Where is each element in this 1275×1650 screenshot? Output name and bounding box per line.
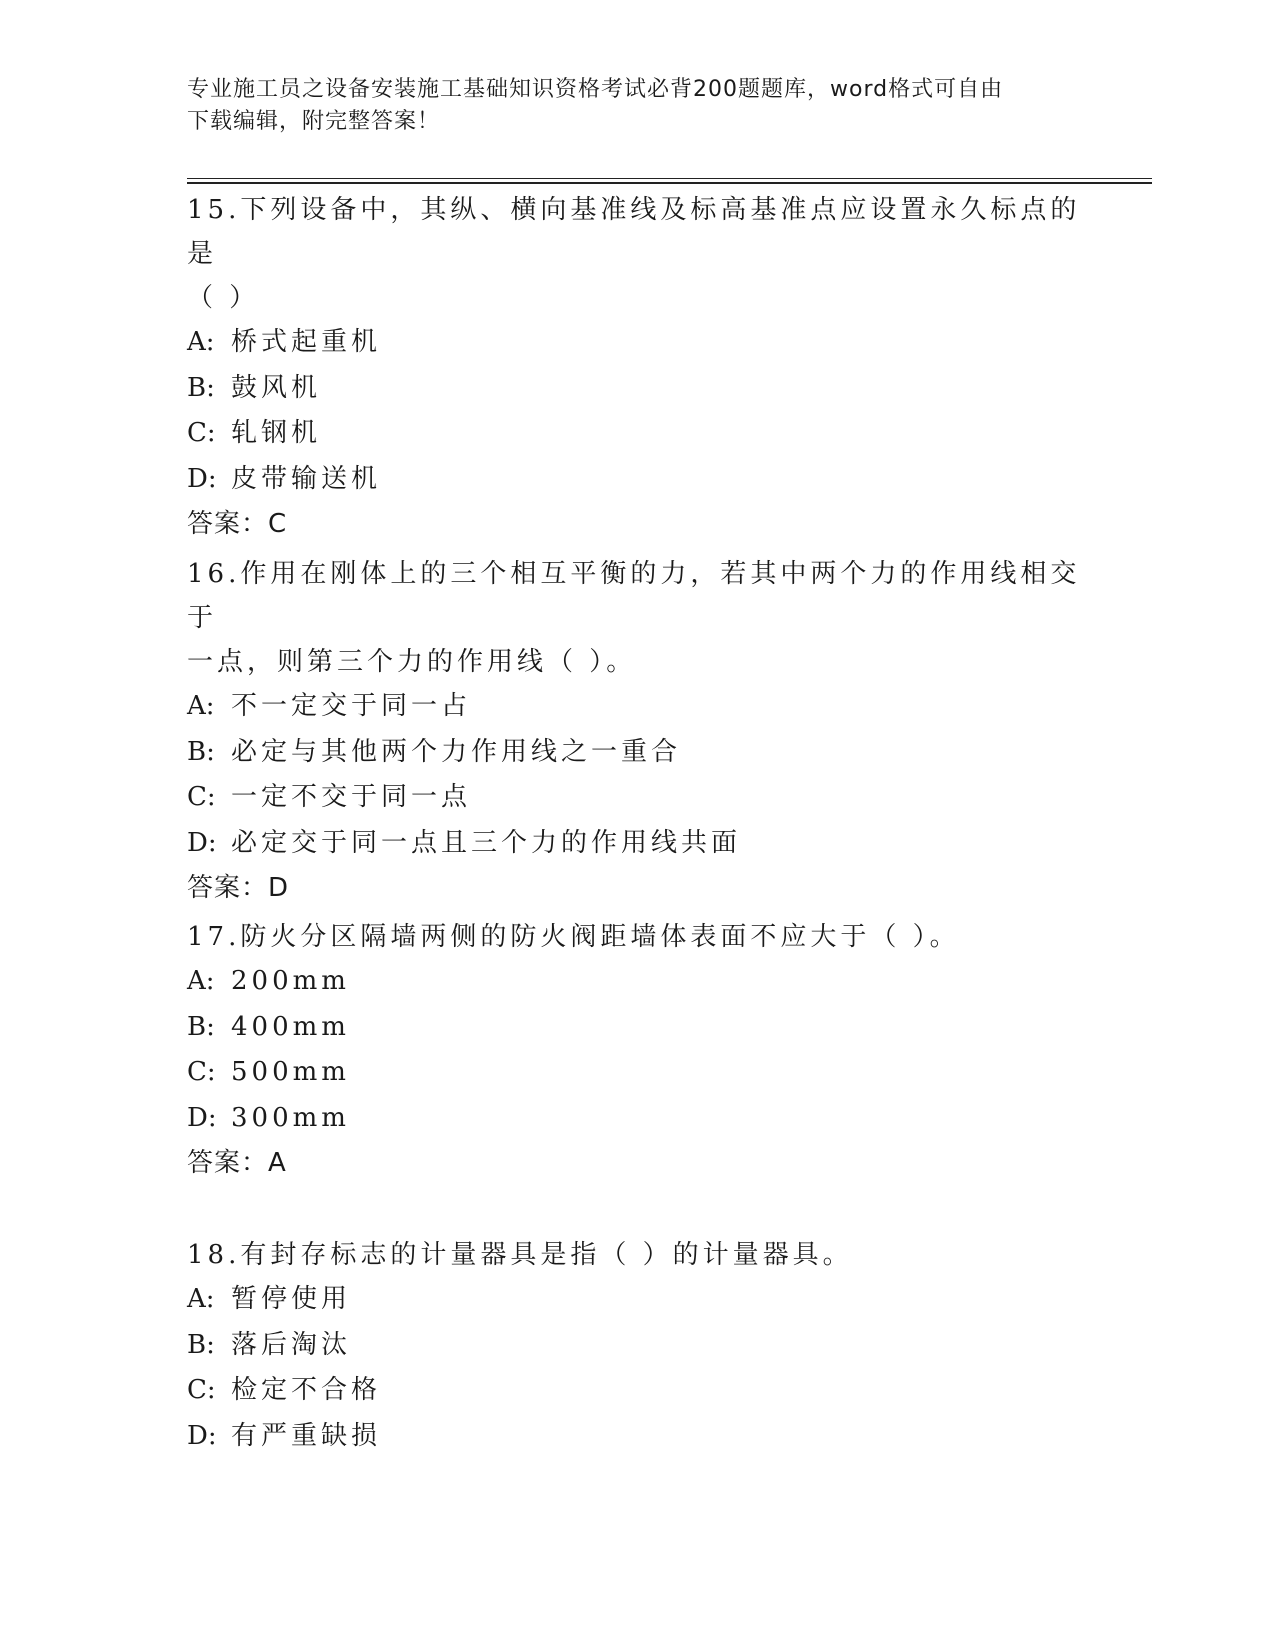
header-divider-thin bbox=[187, 178, 1152, 179]
header-line-2: 下载编辑，附完整答案！ bbox=[187, 109, 441, 134]
option-text: 300mm bbox=[231, 1102, 350, 1133]
option-d bbox=[187, 1096, 1087, 1142]
question-18 bbox=[187, 1233, 1087, 1459]
option-letter: A: bbox=[187, 966, 215, 996]
option-text: 必定交于同一点且三个力的作用线共面 bbox=[231, 827, 742, 858]
option-text: 不一定交于同一占 bbox=[231, 691, 472, 721]
option-a bbox=[187, 320, 1087, 366]
option-letter: B: bbox=[187, 736, 215, 767]
option-letter: D: bbox=[187, 1102, 217, 1133]
option-letter: B: bbox=[187, 372, 215, 403]
answer-line: 答案：D bbox=[187, 873, 290, 903]
option-text: 鼓风机 bbox=[231, 372, 322, 403]
option-letter: C: bbox=[187, 1375, 216, 1405]
header-divider-thick bbox=[187, 182, 1152, 184]
option-letter: D: bbox=[187, 827, 217, 858]
option-d bbox=[187, 457, 1087, 503]
option-b bbox=[187, 1323, 1087, 1369]
option-letter: B: bbox=[187, 1329, 215, 1360]
question-stem: 17.防火分区隔墙两侧的防火阀距墙体表面不应大于（ ）。 bbox=[187, 922, 960, 952]
option-letter: A: bbox=[187, 1284, 215, 1314]
option-letter: B: bbox=[187, 1011, 215, 1042]
question-17 bbox=[187, 915, 1087, 1185]
answer-line: 答案：A bbox=[187, 1148, 287, 1178]
option-text: 有严重缺损 bbox=[231, 1420, 382, 1451]
option-text: 200mm bbox=[231, 966, 350, 996]
option-letter: D: bbox=[187, 1420, 217, 1451]
option-a bbox=[187, 684, 1087, 730]
question-stem: 15.下列设备中，其纵、横向基准线及标高基准点应设置永久标点的是 bbox=[187, 195, 1081, 269]
option-letter: A: bbox=[187, 691, 215, 721]
option-text: 皮带输送机 bbox=[231, 463, 382, 494]
option-d bbox=[187, 1414, 1087, 1460]
option-text: 400mm bbox=[231, 1011, 350, 1042]
option-letter: C: bbox=[187, 1057, 216, 1087]
option-text: 500mm bbox=[231, 1057, 350, 1087]
option-letter: C: bbox=[187, 418, 216, 448]
option-b bbox=[187, 1005, 1087, 1051]
option-b bbox=[187, 366, 1087, 412]
question-16 bbox=[187, 552, 1087, 910]
option-text: 一定不交于同一点 bbox=[231, 782, 472, 812]
option-d bbox=[187, 821, 1087, 867]
option-a bbox=[187, 1277, 1087, 1323]
option-c bbox=[187, 775, 1087, 821]
option-letter: A: bbox=[187, 327, 215, 357]
question-stem-continued: （ ） bbox=[187, 283, 260, 313]
question-stem: 16.作用在刚体上的三个相互平衡的力，若其中两个力的作用线相交于 bbox=[187, 559, 1081, 633]
option-text: 检定不合格 bbox=[231, 1375, 382, 1405]
option-c bbox=[187, 1368, 1087, 1414]
question-stem: 18.有封存标志的计量器具是指（ ）的计量器具。 bbox=[187, 1240, 853, 1270]
option-text: 暂停使用 bbox=[231, 1284, 352, 1314]
document-header bbox=[187, 74, 1067, 138]
option-b bbox=[187, 730, 1087, 776]
option-text: 落后淘汰 bbox=[231, 1329, 352, 1360]
option-a bbox=[187, 959, 1087, 1005]
header-line-1: 专业施工员之设备安装施工基础知识资格考试必背200题题库，word格式可自由 bbox=[187, 77, 1004, 102]
option-text: 桥式起重机 bbox=[231, 327, 382, 357]
option-text: 必定与其他两个力作用线之一重合 bbox=[231, 736, 682, 767]
answer-line: 答案：C bbox=[187, 509, 288, 539]
question-15 bbox=[187, 188, 1087, 546]
option-text: 轧钢机 bbox=[231, 418, 322, 448]
option-letter: C: bbox=[187, 782, 216, 812]
option-c bbox=[187, 411, 1087, 457]
question-stem-continued: 一点，则第三个力的作用线（ ）。 bbox=[187, 647, 637, 677]
option-letter: D: bbox=[187, 463, 217, 494]
option-c bbox=[187, 1050, 1087, 1096]
